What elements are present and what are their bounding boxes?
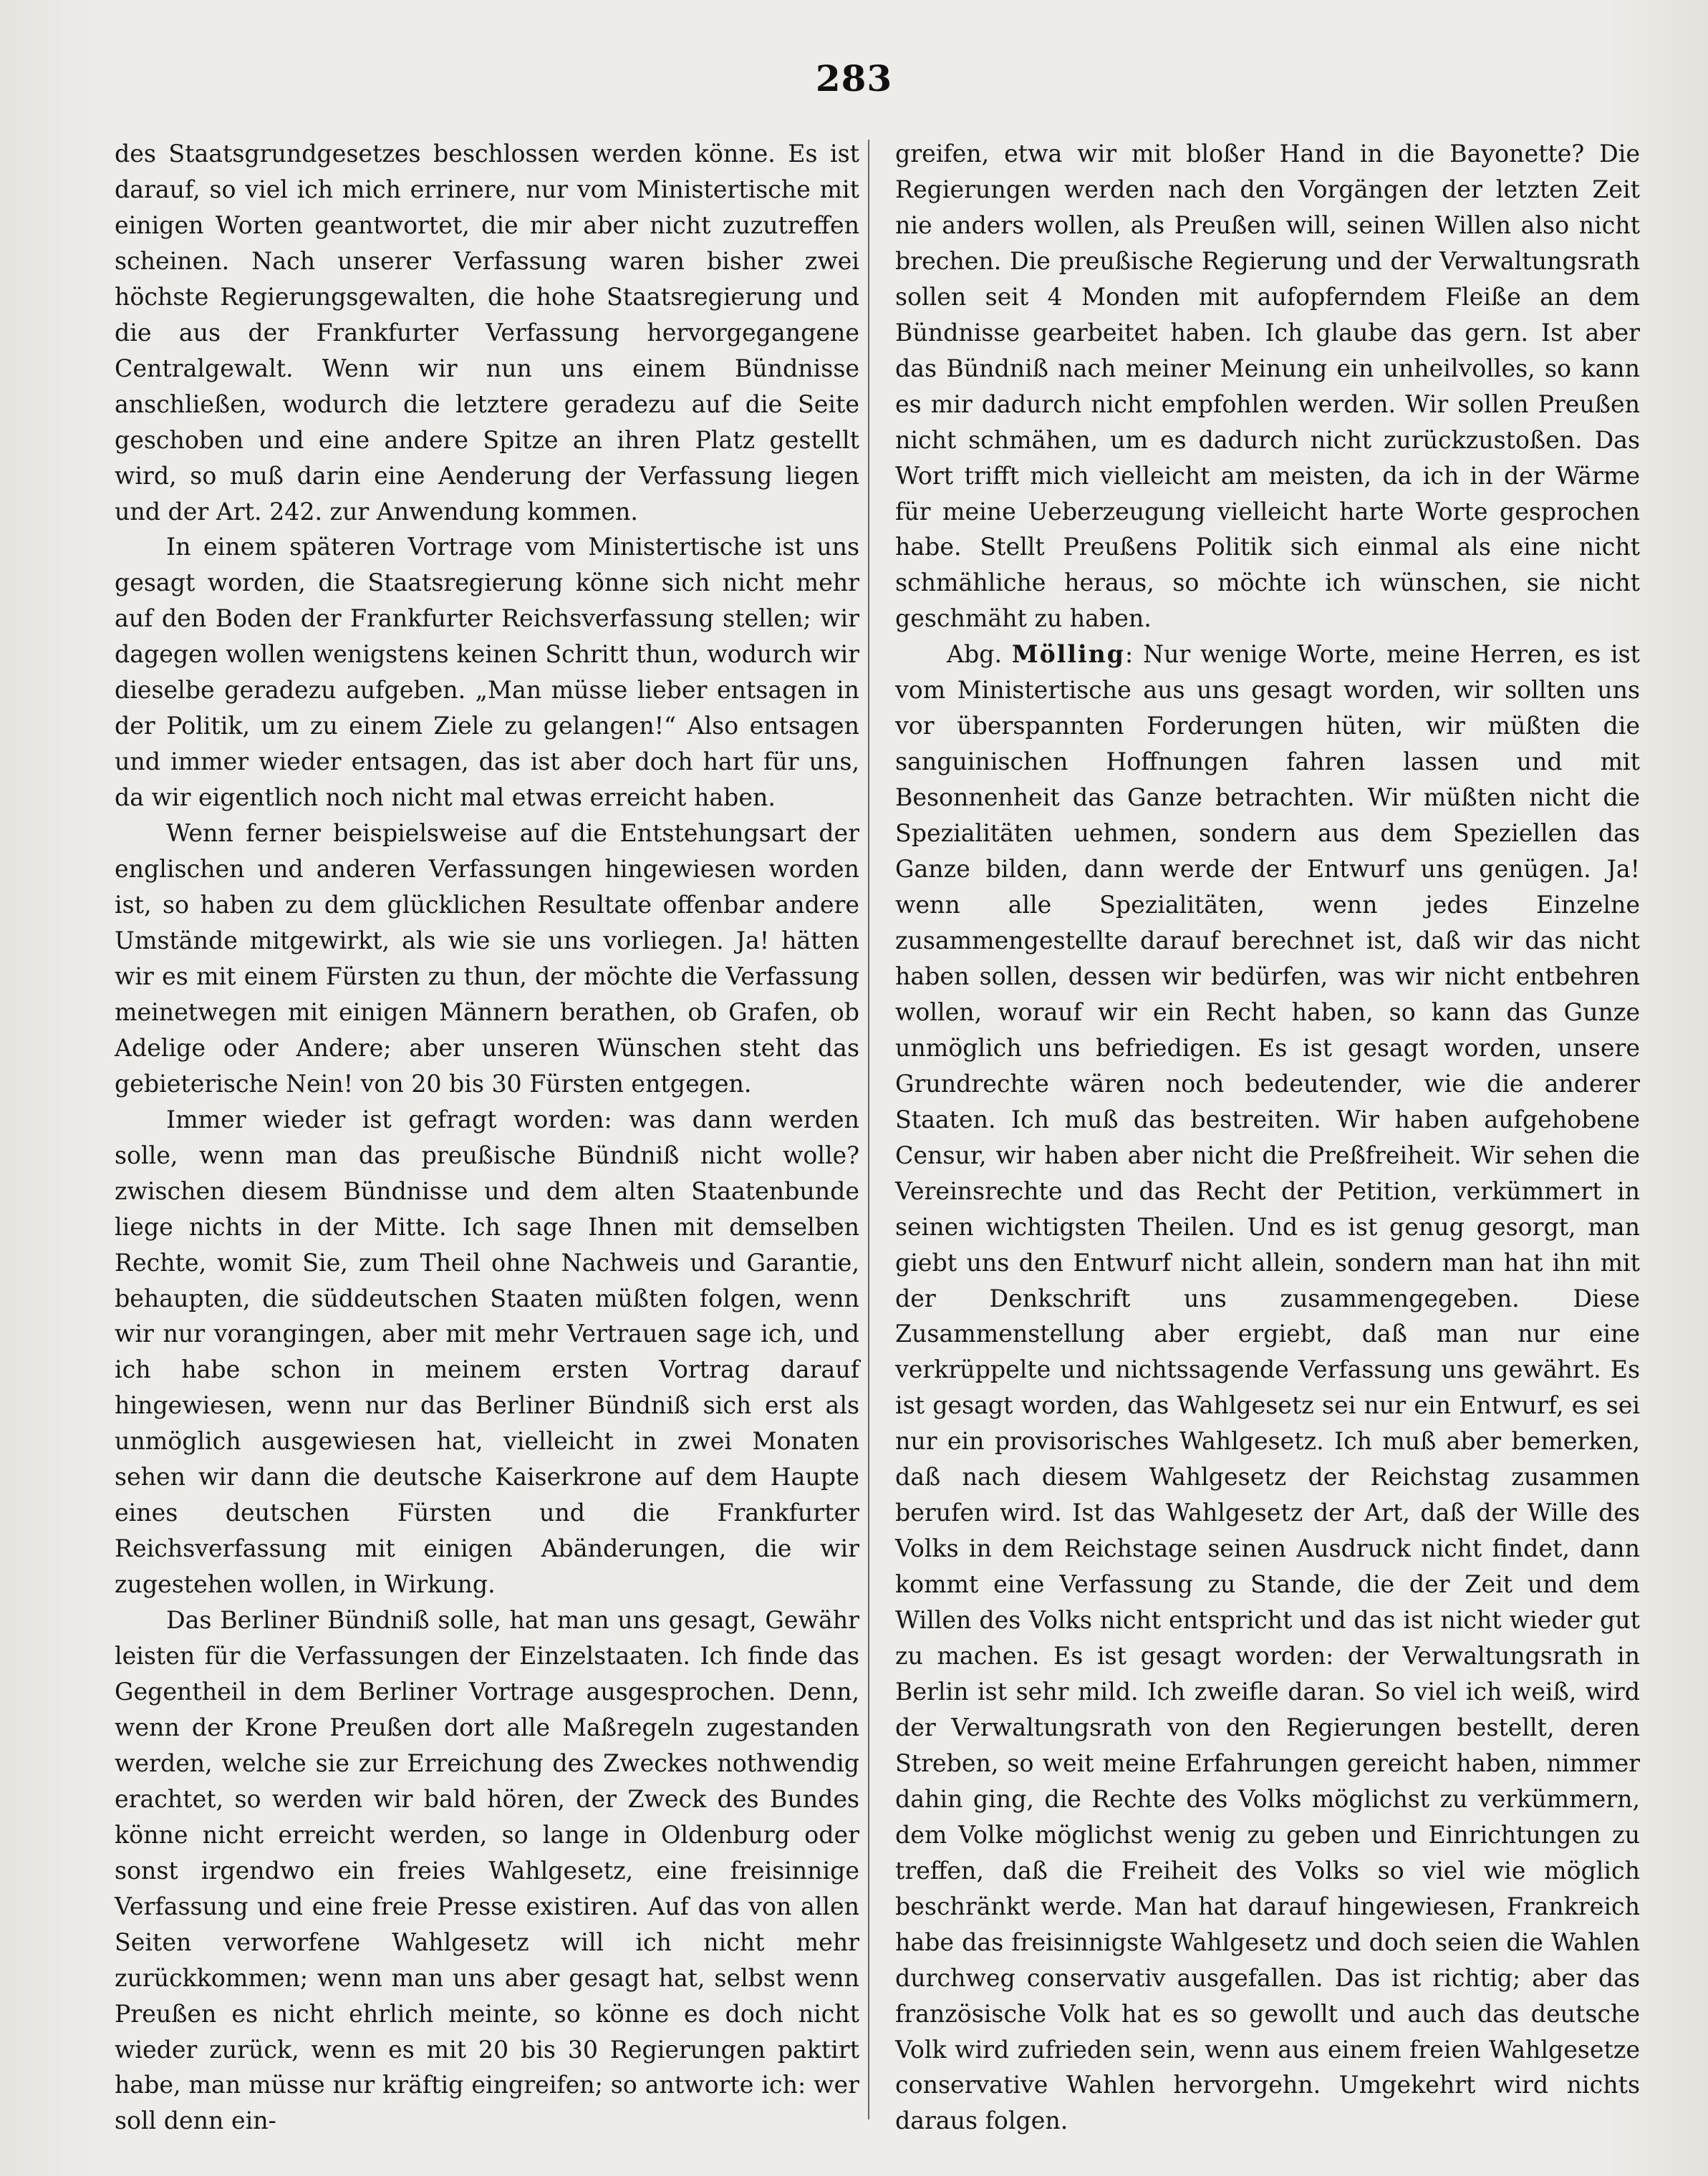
left-paragraph-5: Das Berliner Bündniß solle, hat man uns gesagt, Gewähr leisten für die Verfassungen der Einzelstaaten. Ich finde das Gegentheil in dem Berliner Vortrage ausgesprochen. Denn, wenn der Krone Preußen dort alle Maßregeln zugestanden werden, welche sie zur Erreichung des Zweckes nothwendig erachtet, so werden wir bald hören, der Zweck des Bundes könne nicht erreicht werden, so lange in Oldenburg oder sonst irgendwo ein freies Wahlgesetz, eine freisinnige Verfassung und eine freie Presse existiren. Auf das von allen Seiten verworfene Wahlgesetz will ich nicht mehr zurückkommen; wenn man uns aber gesagt hat, selbst wenn Preußen es nicht ehrlich meinte, so könne es doch nicht wieder zurück, wenn es mit 20 bis 30 Regierungen paktirt habe, man müsse nur kräftig eingreifen; so antworte ich: wer soll denn ein- bbox=[115, 1606, 859, 2135]
left-column bbox=[115, 136, 859, 2139]
page-number: 283 bbox=[815, 57, 893, 100]
left-paragraph-1: des Staatsgrundgesetzes beschlossen werden könne. Es ist darauf, so viel ich mich errinere, nur vom Ministertische mit einigen Worten geantwortet, die mir aber nicht zuzutreffen scheinen. Nach unserer Verfassung waren bisher zwei höchste Regierungsgewalten, die hohe Staatsregierung und die aus der Frankfurter Verfassung hervorgegangene Centralgewalt. Wenn wir nun uns einem Bündnisse anschließen, wodurch die letztere geradezu auf die Seite geschoben und eine andere Spitze an ihren Platz gestellt wird, so muß darin eine Aenderung der Verfassung liegen und der Art. 242. zur Anwendung kommen. bbox=[115, 140, 859, 526]
speech-intro: Abg. bbox=[947, 640, 1003, 669]
right-paragraph-1: greifen, etwa wir mit bloßer Hand in die Bayonette? Die Regierungen werden nach den Vorgängen der letzten Zeit nie anders wollen, als Preußen will, seinen Willen also nicht brechen. Die preußische Regierung und der Verwaltungsrath sollen seit 4 Monden mit aufopferndem Fleiße an dem Bündnisse gearbeitet haben. Ich glaube das gern. Ist aber das Bündniß nach meiner Meinung ein unheilvolles, so kann es mir dadurch nicht empfohlen werden. Wir sollen Preußen nicht schmähen, um es dadurch nicht zurückzustoßen. Das Wort trifft mich vielleicht am meisten, da ich in der Wärme für meine Ueberzeugung vielleicht harte Worte gesprochen habe. Stellt Preußens Politik sich einmal als eine nicht schmähliche heraus, so möchte ich wünschen, sie nicht geschmäht zu haben. bbox=[895, 140, 1640, 633]
right-column bbox=[895, 136, 1640, 2139]
column-divider bbox=[868, 140, 869, 2119]
left-paragraph-2: In einem späteren Vortrage vom Ministertische ist uns gesagt worden, die Staatsregierung könne sich nicht mehr auf den Boden der Frankfurter Reichsverfassung stellen; wir dagegen wollen wenigstens keinen Schritt thun, wodurch wir dieselbe geradezu aufgeben. „Man müsse lieber entsagen in der Politik, um zu einem Ziele zu gelangen!“ Also entsagen und immer wieder entsagen, das ist aber doch hart für uns, da wir eigentlich noch nicht mal etwas erreicht haben. bbox=[115, 533, 859, 812]
left-paragraph-4: Immer wieder ist gefragt worden: was dann werden solle, wenn man das preußische Bündniß nicht wolle? zwischen diesem Bündnisse und dem alten Staatenbunde liege nichts in der Mitte. Ich sage Ihnen mit demselben Rechte, womit Sie, zum Theil ohne Nachweis und Garantie, behaupten, die süddeutschen Staaten müßten folgen, wenn wir nur vorangingen, aber mit mehr Vertrauen sage ich, und ich habe schon in meinem ersten Vortrag darauf hingewiesen, wenn nur das Berliner Bündniß sich erst als unmöglich ausgewiesen hat, vielleicht in zwei Monaten sehen wir dann die deutsche Kaiserkrone auf dem Haupte eines deutschen Fürsten und die Frankfurter Reichsverfassung mit einigen Abänderungen, die wir zugestehen wollen, in Wirkung. bbox=[115, 1105, 859, 1599]
speaker-name: Mölling bbox=[1011, 640, 1125, 669]
left-paragraph-3: Wenn ferner beispielsweise auf die Entstehungsart der englischen und anderen Verfassungen hingewiesen worden ist, so haben zu dem glücklichen Resultate offenbar andere Umstände mitgewirkt, als wie sie uns vorliegen. Ja! hätten wir es mit einem Fürsten zu thun, der möchte die Verfassung meinetwegen mit einigen Männern berathen, ob Grafen, ob Adelige oder Andere; aber unseren Wünschen steht das gebieterische Nein! von 20 bis 30 Fürsten entgegen. bbox=[115, 819, 859, 1098]
speech-text: : Nur wenige Worte, meine Herren, es ist vom Ministertische aus uns gesagt worden, wir sollten uns vor überspannten Forderungen hüten, wir müßten die sanguinischen Hoffnungen fahren lassen und mit Besonnenheit das Ganze betrachten. Wir müßten nicht die Spezialitäten uehmen, sondern aus dem Speziellen das Ganze bilden, dann werde der Entwurf uns genügen. Ja! wenn alle Spezialitäten, wenn jedes Einzelne zusammengestellte darauf berechnet ist, daß wir das nicht haben sollen, dessen wir bedürfen, was wir nicht entbehren wollen, worauf wir ein Recht haben, so kann das Gunze unmöglich uns befriedigen. Es ist gesagt worden, unsere Grundrechte wären noch bedeutender, wie die anderer Staaten. Ich muß das bestreiten. Wir haben aufgehobene Censur, wir haben aber nicht die Preßfreiheit. Wir sehen die Vereinsrechte und das Recht der Petition, verkümmert in seinen wichtigsten Theilen. Und es ist genug gesorgt, man giebt uns den Entwurf nicht allein, sondern man hat ihn mit der Denkschrift uns zusammengegeben. Diese Zusammenstellung aber ergiebt, daß man nur eine verkrüppelte und nichtssagende Verfassung uns gewährt. Es ist gesagt worden, das Wahlgesetz sei nur ein Entwurf, es sei nur ein provisorisches Wahlgesetz. Ich muß aber bemerken, daß nach diesem Wahlgesetz der Reichstag zusammen berufen wird. Ist das Wahlgesetz der Art, daß der Wille des Volks in dem Reichstage seinen Ausdruck nicht findet, dann kommt eine Verfassung zu Stande, die der Zeit und dem Willen des Volks nicht entspricht und das ist nicht wieder gut zu machen. Es ist gesagt worden: der Verwaltungsrath in Berlin ist sehr mild. Ich zweifle daran. So viel ich weiß, wird der Verwaltungsrath von den Regierungen bestellt, deren Streben, so weit meine Erfahrungen gereicht haben, nimmer dahin ging, die Rechte des Volks möglichst zu verkümmern, dem Volke möglichst wenig zu geben und Einrichtungen zu treffen, daß die Freiheit des Volks so viel wie möglich beschränkt werde. Man hat darauf hingewiesen, Frankreich habe das freisinnigste Wahlgesetz und doch seien die Wahlen durchweg conservativ ausgefallen. Das ist richtig; aber das französische Volk hat es so gewollt und auch das deutsche Volk wird zufrieden sein, wenn aus einem freien Wahlgesetze conservative Wahlen hervorgehn. Umgekehrt wird nichts daraus folgen. bbox=[895, 640, 1640, 2135]
speech-paragraph bbox=[895, 637, 1640, 2139]
